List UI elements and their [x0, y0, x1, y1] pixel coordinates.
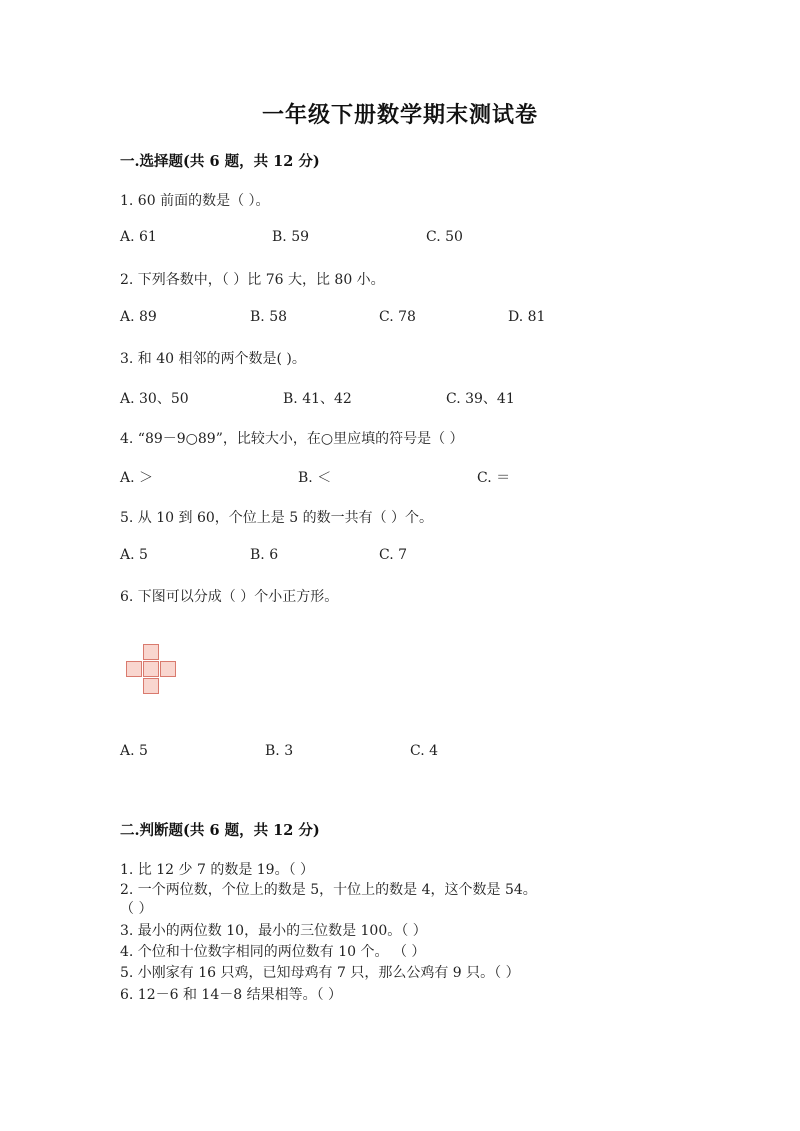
q2-option-c: C. 78 [379, 309, 416, 325]
q6-option-a: A. 5 [120, 743, 148, 759]
judge-line-1: 1. 比 12 少 7 的数是 19。（ ） [120, 862, 315, 878]
square-right [160, 661, 176, 677]
square-left [126, 661, 142, 677]
judge-line-2: 2. 一个两位数，个位上的数是 5，十位上的数是 4，这个数是 54。 [120, 882, 537, 898]
q2-option-b: B. 58 [250, 309, 288, 325]
judge-line-3: 3. 最小的两位数 10，最小的三位数是 100。（ ） [120, 923, 427, 939]
q5-option-b: B. 6 [250, 547, 279, 563]
square-bottom [143, 678, 159, 694]
judge-line-5: 5. 小刚家有 16 只鸡，已知母鸡有 7 只，那么公鸡有 9 只。（ ） [120, 965, 520, 981]
q6-option-b: B. 3 [265, 743, 294, 759]
judge-line-6: 6. 12－6 和 14－8 结果相等。（ ） [120, 987, 343, 1003]
q2-option-d: D. 81 [508, 309, 546, 325]
q3-option-a: A. 30、50 [120, 391, 189, 407]
q5-option-c: C. 7 [379, 547, 408, 563]
q1-option-a: A. 61 [120, 229, 157, 245]
q5-option-a: A. 5 [120, 547, 148, 563]
q6-option-c: C. 4 [410, 743, 439, 759]
square-top [143, 644, 159, 660]
q2-option-a: A. 89 [120, 309, 157, 325]
q1-option-c: C. 50 [426, 229, 463, 245]
question-6: 6. 下图可以分成（ ）个小正方形。 [120, 589, 339, 605]
q3-option-b: B. 41、42 [283, 391, 352, 407]
question-3: 3. 和 40 相邻的两个数是( )。 [120, 351, 306, 367]
question-1: 1. 60 前面的数是（ ）。 [120, 193, 270, 209]
question-5: 5. 从 10 到 60，个位上是 5 的数一共有（ ）个。 [120, 510, 434, 526]
judge-line-4: 4. 个位和十位数字相同的两位数有 10 个。 （ ） [120, 944, 426, 960]
q1-option-b: B. 59 [272, 229, 310, 245]
section1-heading: 一.选择题(共 6 题，共 12 分) [120, 153, 320, 170]
question-2: 2. 下列各数中，（ ）比 76 大，比 80 小。 [120, 272, 385, 288]
q4-option-b: B. ＜ [298, 470, 332, 486]
square-center [143, 661, 159, 677]
cross-square-figure [126, 644, 180, 696]
q4-option-a: A. ＞ [120, 470, 154, 486]
q3-option-c: C. 39、41 [446, 391, 515, 407]
q4-option-c: C. ＝ [477, 470, 511, 486]
judge-line-2-bracket: （ ） [120, 901, 153, 917]
section2-heading: 二.判断题(共 6 题，共 12 分) [120, 822, 320, 839]
question-4: 4. “89－9○89”，比较大小，在○里应填的符号是（ ） [120, 431, 464, 447]
page-title: 一年级下册数学期末测试卷 [261, 102, 538, 128]
